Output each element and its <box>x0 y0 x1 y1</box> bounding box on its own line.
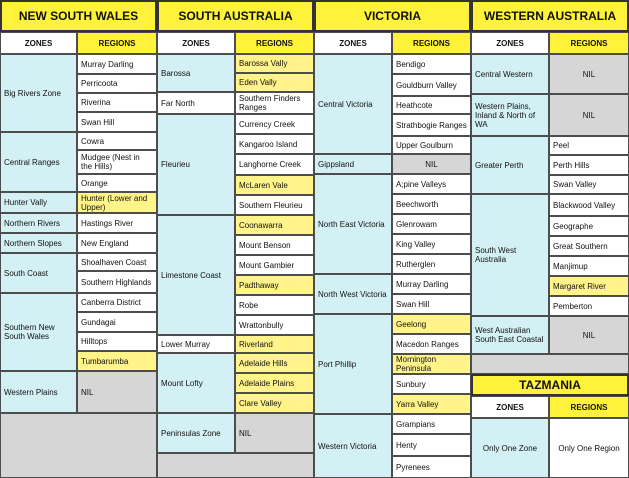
wa-region: Peel <box>549 136 629 155</box>
wa-region: Swan Valley <box>549 175 629 194</box>
nsw-region: Hilltops <box>77 332 157 351</box>
vic-region: Rutherglen <box>392 254 471 274</box>
nsw-zone: Western Plains <box>0 371 77 413</box>
nsw-zone: Hunter Vally <box>0 192 77 213</box>
wa-region-nil: NIL <box>549 316 629 354</box>
nsw-empty-area <box>0 413 157 478</box>
wa-region: Margaret River <box>549 276 629 296</box>
wa-region: Manjimup <box>549 256 629 276</box>
nsw-region: Orange <box>77 174 157 192</box>
vic-region: Henty <box>392 434 471 456</box>
nsw-region: Shoalhaven Coast <box>77 253 157 271</box>
sa-region: Clare Valley <box>235 393 314 413</box>
nsw-region: Hunter (Lower and Upper) <box>77 192 157 213</box>
vic-region: Murray Darling <box>392 274 471 294</box>
sa-zone: Barossa <box>157 54 235 92</box>
nsw-region: Mudgee (Nest in the Hills) <box>77 150 157 174</box>
sa-region: McLaren Vale <box>235 175 314 195</box>
vic-region: Strathbogie Ranges <box>392 114 471 136</box>
nsw-zones-header: ZONES <box>0 32 77 54</box>
vic-region: Yarra Valley <box>392 394 471 414</box>
sa-empty-area <box>157 453 314 478</box>
nsw-zone: Big Rivers Zone <box>0 54 77 132</box>
vic-region: Macedon Ranges <box>392 334 471 354</box>
sa-region: Mount Gambier <box>235 255 314 275</box>
sa-regions-header: REGIONS <box>235 32 314 54</box>
wa-region: Great Southern <box>549 236 629 256</box>
vic-region: King Valley <box>392 234 471 254</box>
wa-zone: South West Australia <box>471 194 549 316</box>
nsw-regions-header: REGIONS <box>77 32 157 54</box>
sa-region: Eden Vally <box>235 73 314 92</box>
nsw-region: Riverina <box>77 93 157 112</box>
vic-region: Glenrowam <box>392 214 471 234</box>
sa-region: Southern Finders Ranges <box>235 92 314 114</box>
title-vic: VICTORIA <box>314 0 471 32</box>
tas-zones-header: ZONES <box>471 396 549 418</box>
sa-region: Adelaide Plains <box>235 373 314 393</box>
sa-zone: Mount Lofty <box>157 353 235 413</box>
sa-zones-header: ZONES <box>157 32 235 54</box>
wa-zone: Greater Perth <box>471 136 549 194</box>
nsw-zone: Northern Rivers <box>0 213 77 233</box>
sa-region: Langhorne Creek <box>235 154 314 175</box>
nsw-zone: Northern Slopes <box>0 233 77 253</box>
vic-region-nil: NIL <box>392 154 471 174</box>
wa-empty-area <box>471 354 629 374</box>
nsw-region: Southern Highlands <box>77 271 157 293</box>
nsw-region: Perricoota <box>77 74 157 93</box>
nsw-region: Murray Darling <box>77 54 157 74</box>
sa-zone: Lower Murray <box>157 335 235 353</box>
sa-region: Riverland <box>235 335 314 353</box>
wa-region: Pemberton <box>549 296 629 316</box>
vic-zone: Port Phillip <box>314 314 392 414</box>
sa-region: Kangaroo Island <box>235 134 314 154</box>
wa-zone: Central Western <box>471 54 549 94</box>
vic-zone: Gippsland <box>314 154 392 174</box>
vic-region: Gouldburn Valley <box>392 74 471 96</box>
vic-regions-header: REGIONS <box>392 32 471 54</box>
vic-region: Sunbury <box>392 374 471 394</box>
nsw-region: Cowra <box>77 132 157 150</box>
nsw-region: Hastings River <box>77 213 157 233</box>
sa-region: Robe <box>235 295 314 315</box>
nsw-zone: Central Ranges <box>0 132 77 192</box>
sa-region: Padthaway <box>235 275 314 295</box>
sa-region: Southern Fleurieu <box>235 195 314 215</box>
wa-regions-header: REGIONS <box>549 32 629 54</box>
vic-zones-header: ZONES <box>314 32 392 54</box>
sa-region: Wrattonbully <box>235 315 314 335</box>
tas-zone: Only One Zone <box>471 418 549 478</box>
sa-zone: Limestone Coast <box>157 215 235 335</box>
wa-region-nil: NIL <box>549 94 629 136</box>
vic-region: Pyrenees <box>392 456 471 478</box>
tas-regions-header: REGIONS <box>549 396 629 418</box>
vic-region: Grampians <box>392 414 471 434</box>
wa-zone: West Australian South East Coastal <box>471 316 549 354</box>
wa-region-nil: NIL <box>549 54 629 94</box>
nsw-region-nil: NIL <box>77 371 157 413</box>
vic-region: Beechworth <box>392 194 471 214</box>
nsw-zone: Southern New South Wales <box>0 293 77 371</box>
vic-zone: Central Victoria <box>314 54 392 154</box>
nsw-zone: South Coast <box>0 253 77 293</box>
nsw-region: New England <box>77 233 157 253</box>
wa-region: Geographe <box>549 216 629 236</box>
nsw-region: Swan Hill <box>77 112 157 132</box>
sa-region-nil: NIL <box>235 413 314 453</box>
title-sa: SOUTH AUSTRALIA <box>157 0 314 32</box>
vic-region: Geelong <box>392 314 471 334</box>
vic-region: Bendigo <box>392 54 471 74</box>
sa-region: Adelaide Hills <box>235 353 314 373</box>
vic-region: Upper Goulburn <box>392 136 471 154</box>
sa-region: Coonawarra <box>235 215 314 235</box>
vic-region: Heathcote <box>392 96 471 114</box>
vic-region: Swan Hill <box>392 294 471 314</box>
title-tas: TAZMANIA <box>471 374 629 396</box>
sa-region: Barossa Vally <box>235 54 314 73</box>
vic-zone: Western Victoria <box>314 414 392 478</box>
vic-region: A;pine Valleys <box>392 174 471 194</box>
wa-zones-header: ZONES <box>471 32 549 54</box>
nsw-region: Gundagai <box>77 312 157 332</box>
sa-region: Mount Benson <box>235 235 314 255</box>
wa-region: Perth Hills <box>549 155 629 175</box>
wa-region: Blackwood Valley <box>549 194 629 216</box>
sa-region: Currency Creek <box>235 114 314 134</box>
vic-region: Mornington Peninsula <box>392 354 471 374</box>
vic-zone: North West Victoria <box>314 274 392 314</box>
vic-zone: North East Victoria <box>314 174 392 274</box>
wa-zone: Western Plains, Inland & North of WA <box>471 94 549 136</box>
nsw-region: Tumbarumba <box>77 351 157 371</box>
sa-zone: Fleurieu <box>157 114 235 215</box>
sa-zone: Peninsulas Zone <box>157 413 235 453</box>
title-wa: WESTERN AUSTRALIA <box>471 0 629 32</box>
nsw-region: Canberra District <box>77 293 157 312</box>
sa-zone: Far North <box>157 92 235 114</box>
tas-region: Only One Region <box>549 418 629 478</box>
title-nsw: NEW SOUTH WALES <box>0 0 157 32</box>
